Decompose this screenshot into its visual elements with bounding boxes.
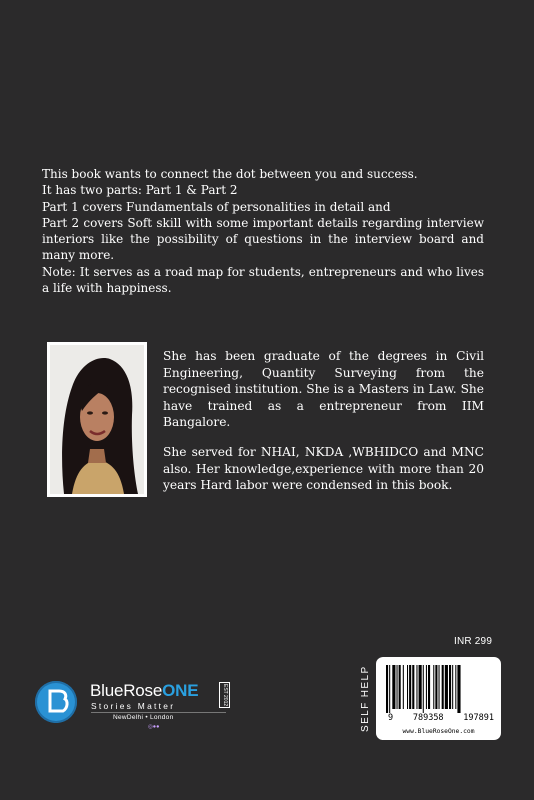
publisher-divider [91, 712, 226, 713]
blurb-line-4: Part 2 covers Soft skill with some important details regarding interview interiors like the possibility of questions in the interview board and many more. [42, 215, 484, 263]
blurb-line-5: Note: It serves as a road map for students, entrepreneurs and who lives a life with happiness. [42, 264, 484, 296]
social-icons: ◎●● [148, 724, 160, 730]
isbn-group-1: 789358 [412, 713, 444, 723]
publisher-tagline: Stories Matter [91, 701, 176, 711]
bio-paragraph-2: She served for NHAI, NKDA ,WBHIDCO and MNC also. Her knowledge,experience with more than 20 years Hard labor were condensed in this book. [163, 444, 484, 493]
publisher-cities: NewDelhi • London [113, 714, 174, 721]
author-bio [163, 348, 484, 507]
author-photo [47, 342, 147, 497]
blurb-line-3: Part 1 covers Fundamentals of personalities in detail and [42, 199, 391, 214]
isbn-digits [388, 713, 494, 723]
bluerose-b-icon [35, 681, 77, 723]
publisher-est-mark: EST 2012 [219, 682, 230, 708]
price-label: INR 299 [454, 636, 493, 647]
barcode-bars [386, 665, 491, 713]
isbn-lead: 9 [388, 713, 394, 723]
blurb-line-2: It has two parts: Part 1 & Part 2 [42, 183, 238, 198]
publisher-name-part1: BlueRose [90, 681, 163, 700]
author-portrait-icon [50, 345, 144, 494]
genre-label: SELF HELP [360, 665, 371, 732]
publisher-name-part2: ONE [162, 681, 199, 700]
isbn-barcode [376, 657, 501, 740]
book-blurb [42, 166, 484, 296]
blurb-line-1: This book wants to connect the dot between you and success. [42, 167, 418, 181]
publisher-website: www.BlueRoseOne.com [402, 728, 475, 735]
bio-paragraph-1: She has been graduate of the degrees in Civil Engineering, Quantity Surveying from the recognised institution. She is a Masters in Law. She have trained as a entrepreneur from IIM Bangalore. [163, 349, 484, 430]
isbn-group-2: 197891 [463, 713, 494, 723]
publisher-name [90, 681, 198, 701]
